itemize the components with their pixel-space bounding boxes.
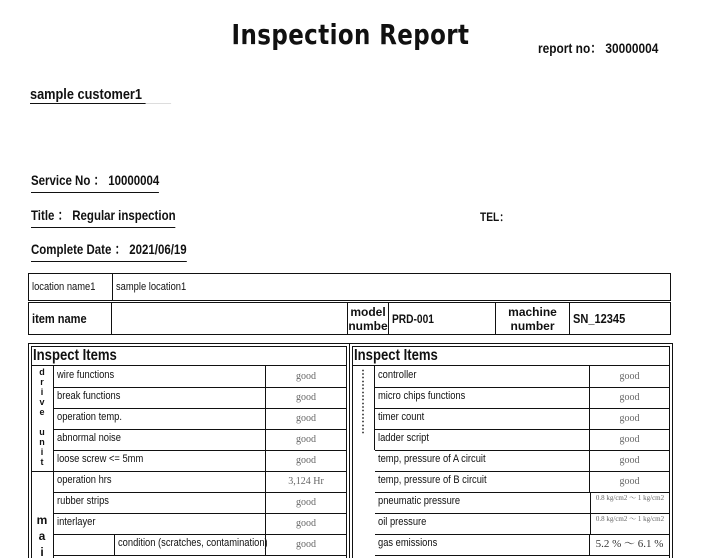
row-value: good: [589, 387, 669, 408]
right-row: [375, 429, 669, 451]
drive-unit-vertical-label: d r i v e u n i t: [39, 367, 45, 467]
right-row: [375, 408, 669, 430]
left-row: [54, 534, 346, 556]
model-number-value: PRD-001: [389, 303, 496, 335]
report-title-line: Title ： Regular inspection: [31, 205, 176, 228]
row-value: good: [589, 429, 669, 450]
main-vertical-label: m a i: [36, 513, 48, 559]
row-value: good: [589, 366, 669, 387]
item-name-label: item name: [29, 303, 112, 335]
location-table: [28, 273, 671, 301]
customer-name-text: sample customer1: [30, 86, 145, 104]
complete-date: Complete Date ： 2021/06/19: [31, 239, 187, 262]
right-row: [375, 534, 669, 556]
row-label: micro chips functions: [378, 390, 466, 402]
row-label: break functions: [57, 390, 121, 402]
row-label: operation hrs: [57, 474, 112, 486]
row-value: good: [265, 429, 346, 450]
right-row: [375, 366, 669, 388]
row-value: 5.2 % ～ 6.1 %: [589, 534, 669, 555]
row-value: good: [589, 450, 669, 471]
service-number: Service No ： 10000004: [31, 170, 159, 193]
row-value: good: [265, 492, 346, 513]
left-section-title: Inspect Items: [32, 347, 346, 366]
row-label: gas emissions: [378, 537, 438, 549]
right-row: [375, 513, 669, 535]
right-section-title: Inspect Items: [353, 347, 669, 366]
row-label: loose screw <= 5mm: [57, 453, 144, 465]
right-row: [375, 471, 669, 493]
row-label: pneumatic pressure: [378, 495, 461, 507]
report-title: Inspection Report: [231, 18, 470, 51]
row-value: good: [265, 387, 346, 408]
tel-label: TEL：: [480, 210, 510, 224]
left-row: [54, 492, 346, 514]
left-row: [54, 366, 346, 388]
left-inspect-section: [28, 343, 350, 558]
row-value: good: [589, 408, 669, 429]
left-row: [32, 450, 346, 472]
report-number: report no： 30000004: [538, 40, 659, 56]
row-label: temp, pressure of A circuit: [378, 453, 486, 465]
left-row: [54, 408, 346, 430]
item-name-value: [112, 303, 348, 335]
row-value: 3,124 Hr: [265, 471, 346, 492]
row-value: 0.8 kg/cm2 ～ 1 kg/cm2: [590, 492, 669, 513]
row-value: good: [265, 408, 346, 429]
machine-number-value: SN_12345: [570, 303, 671, 335]
right-row: [375, 387, 669, 409]
row-value: good: [589, 471, 669, 492]
left-row: [54, 429, 346, 451]
row-value: good: [265, 534, 346, 555]
row-value: good: [265, 513, 346, 534]
location-value: sample location1: [113, 274, 671, 301]
row-label: oil pressure: [378, 516, 427, 528]
row-label: timer count: [378, 411, 425, 423]
right-row: [375, 492, 669, 514]
row-label: ladder script: [378, 432, 429, 444]
row-label: rubber strips: [57, 495, 109, 507]
left-row: [54, 387, 346, 409]
row-label: abnormal noise: [57, 432, 121, 444]
right-row: [375, 450, 669, 472]
row-label: condition (scratches, contamination): [118, 537, 268, 549]
model-number-label: model numbe: [348, 304, 388, 333]
row-label: temp, pressure of B circuit: [378, 474, 487, 486]
row-label: operation temp.: [57, 411, 122, 423]
row-label: interlayer: [57, 516, 96, 528]
row-value: good: [265, 366, 346, 387]
row-label: wire functions: [57, 369, 115, 381]
left-row: [54, 471, 346, 493]
row-value: good: [265, 450, 346, 471]
item-table: [28, 302, 671, 335]
control-vertical-marks: ⋮ ⋮ ⋮ ⋮ ⋮ ⋮: [358, 369, 368, 435]
customer-name: [30, 86, 171, 104]
left-row: [54, 513, 346, 535]
location-label: location name1: [29, 274, 113, 301]
right-inspect-section: [349, 343, 673, 558]
row-label: controller: [378, 369, 417, 381]
row-value: 0.8 kg/cm2 ～ 1 kg/cm2: [590, 513, 669, 534]
machine-number-label: machine number: [496, 303, 570, 335]
